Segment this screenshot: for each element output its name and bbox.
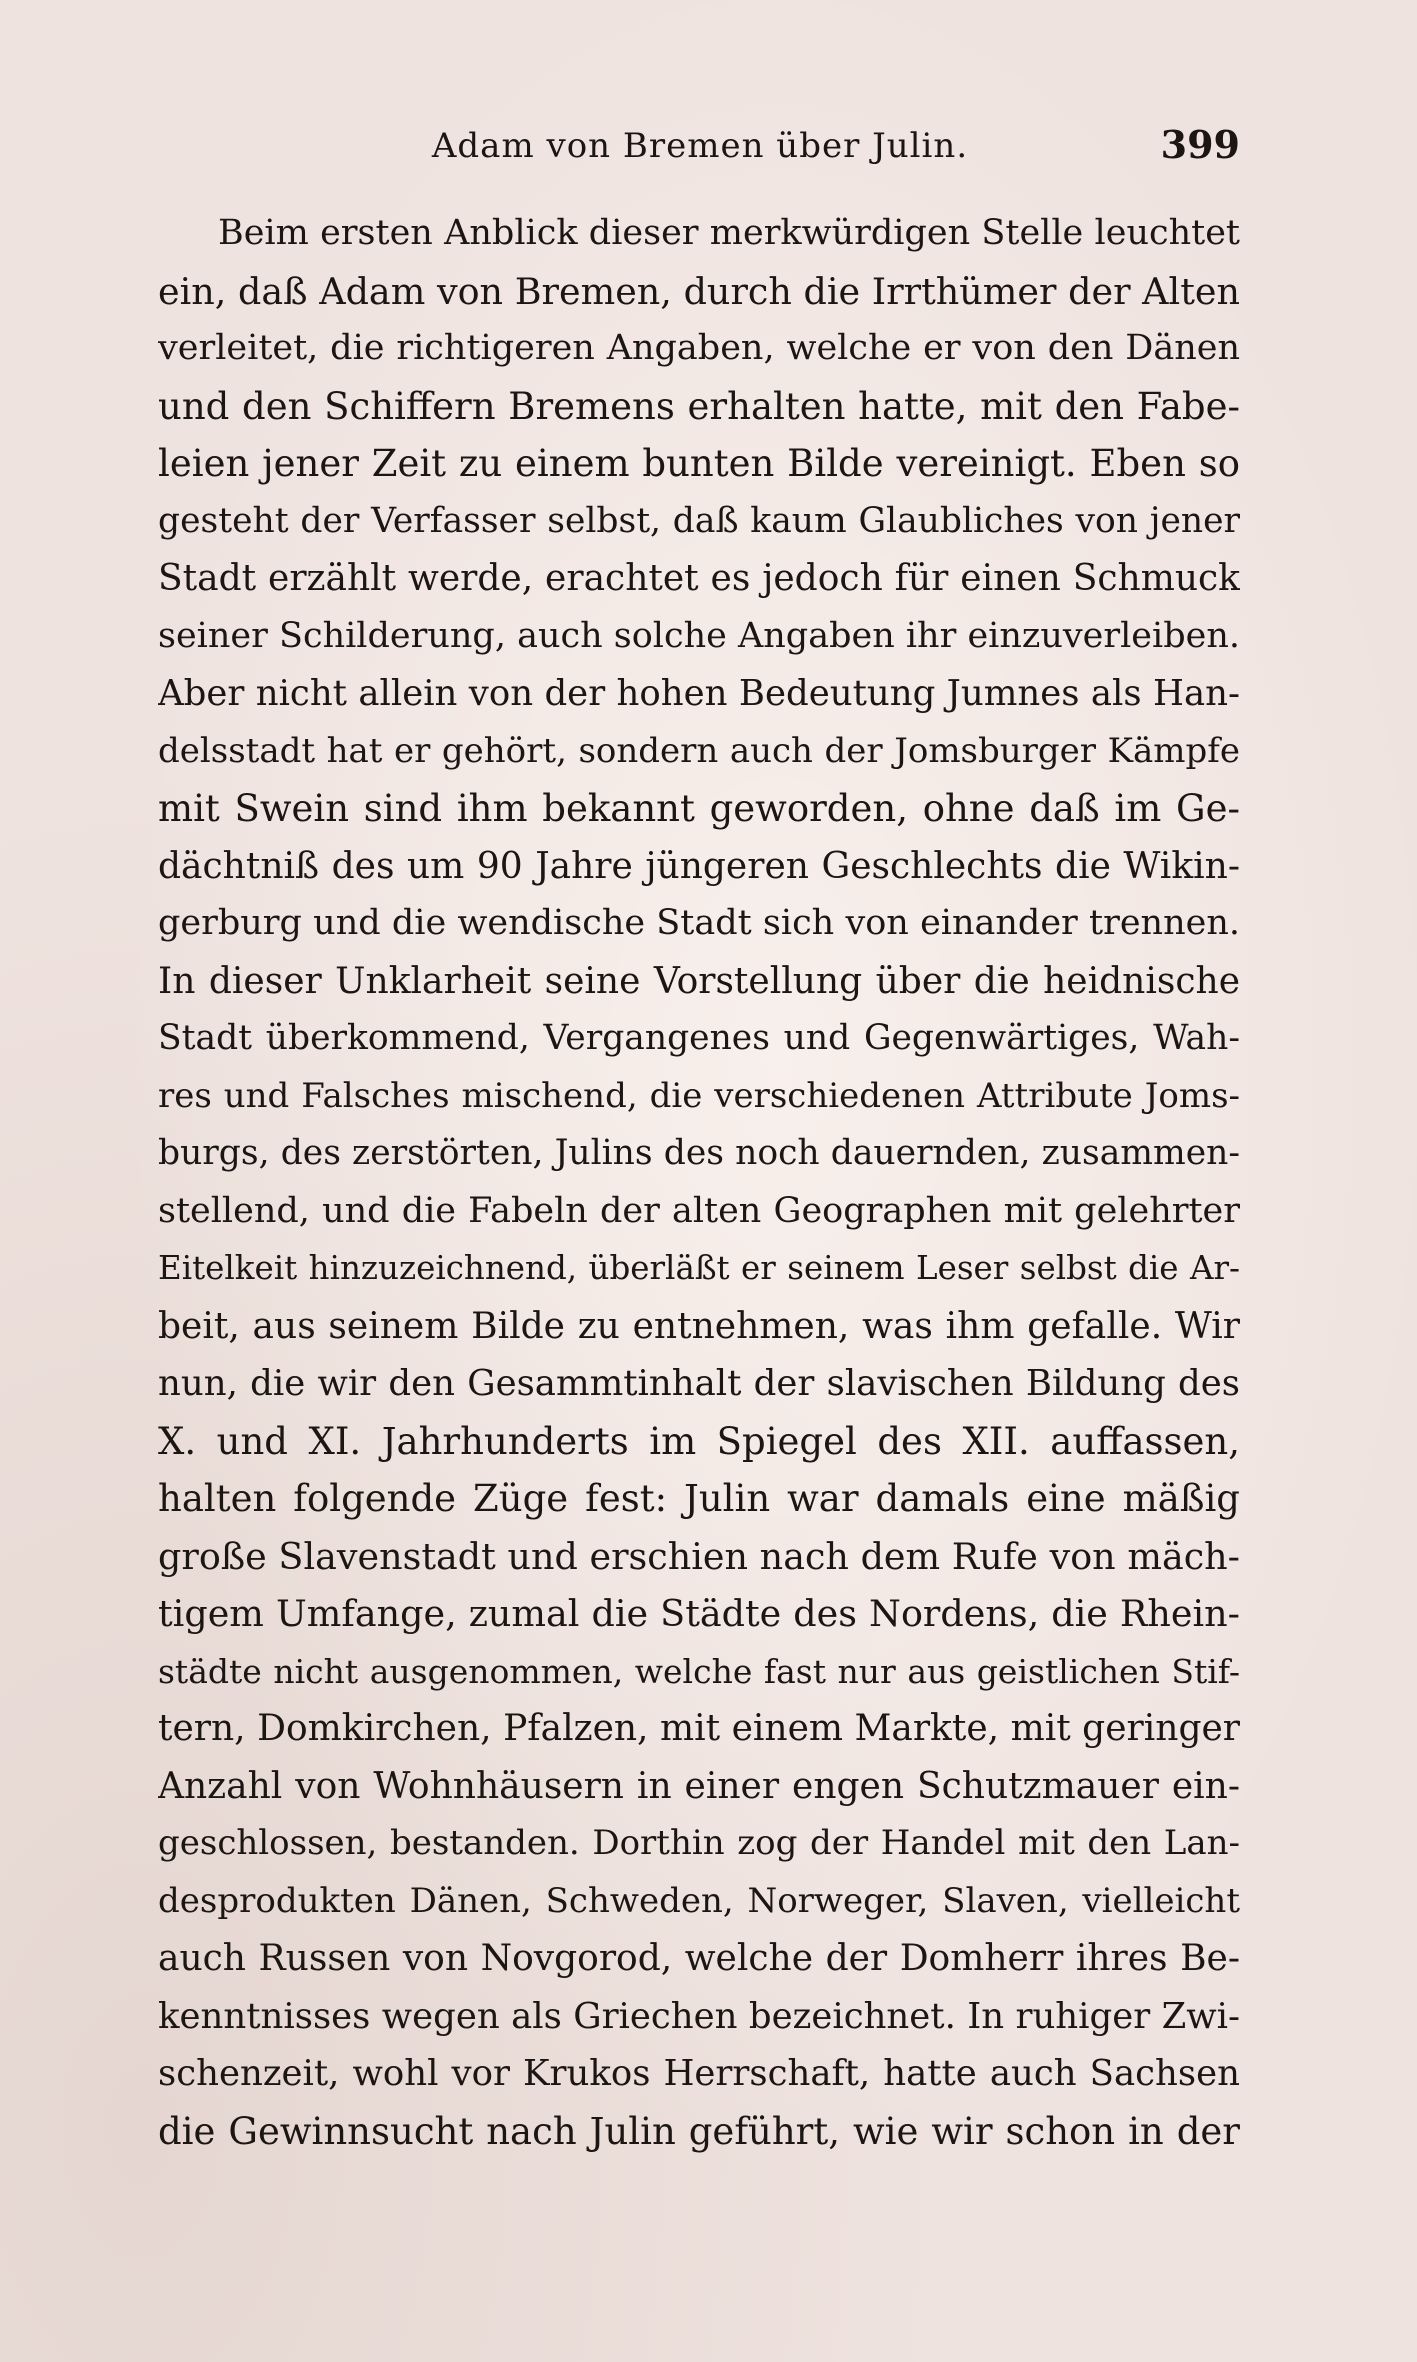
text-line: desprodukten Dänen, Schweden, Norweger, Slaven, vielleicht — [158, 1880, 1240, 1921]
text-line: leien jener Zeit zu einem bunten Bilde vereinigt. Eben so — [158, 442, 1240, 485]
text-line: nun, die wir den Gesammtinhalt der slavischen Bildung des — [158, 1363, 1240, 1404]
text-line: Stadt erzählt werde, erachtet es jedoch für einen Schmuck — [158, 558, 1240, 599]
text-line: dächtniß des um 90 Jahre jüngeren Geschlechts die Wikin- — [158, 845, 1240, 887]
text-line: städte nicht ausgenommen, welche fast nur aus geistlichen Stif- — [158, 1651, 1240, 1691]
text-line: die Gewinnsucht nach Julin geführt, wie wir schon in der — [158, 2109, 1240, 2153]
text-line: tigem Umfange, zumal die Städte des Nordens, die Rhein- — [158, 1592, 1240, 1635]
text-line: burgs, des zerstörten, Julins des noch dauernden, zusammen- — [158, 1133, 1240, 1173]
text-line: res und Falsches mischend, die verschiedenen Attribute Joms- — [158, 1075, 1240, 1116]
text-line: Beim ersten Anblick dieser merkwürdigen Stelle leuchtet — [218, 213, 1240, 253]
text-line: und den Schiffern Bremens erhalten hatte, mit den Fabe- — [158, 384, 1240, 428]
text-line: tern, Domkirchen, Pfalzen, mit einem Markte, mit geringer — [158, 1708, 1240, 1749]
text-line: Stadt überkommend, Vergangenes und Gegenwärtiges, Wah- — [158, 1018, 1240, 1058]
text-line: mit Swein sind ihm bekannt geworden, ohne daß im Ge- — [158, 787, 1240, 830]
text-line: Aber nicht allein von der hohen Bedeutung Jumnes als Han- — [158, 673, 1240, 714]
text-line: geschlossen, bestanden. Dorthin zog der Handel mit den Lan- — [158, 1823, 1240, 1863]
text-line: stellend, und die Fabeln der alten Geographen mit gelehrter — [158, 1190, 1240, 1231]
text-line: gerburg und die wendische Stadt sich von einander trennen. — [158, 903, 1240, 943]
text-line: X. und XI. Jahrhunderts im Spiegel des XII. auffassen, — [158, 1419, 1240, 1463]
running-head — [160, 118, 1240, 178]
text-line: große Slavenstadt und erschien nach dem Rufe von mäch- — [158, 1534, 1240, 1578]
running-title: Adam von Bremen über Julin. — [431, 126, 969, 166]
text-line: Eitelkeit hinzuzeichnend, überläßt er seinem Leser selbst die Ar- — [158, 1249, 1240, 1287]
text-line: verleitet, die richtigeren Angaben, welche er von den Dänen — [158, 328, 1240, 368]
text-line: delsstadt hat er gehört, sondern auch der Jomsburger Kämpfe — [158, 730, 1240, 771]
text-line: seiner Schilderung, auch solche Angaben ihr einzuverleiben. — [158, 615, 1240, 656]
text-line: In dieser Unklarheit seine Vorstellung über die heidnische — [158, 960, 1240, 1002]
text-line: halten folgende Züge fest: Julin war damals eine mäßig — [158, 1477, 1240, 1520]
text-line: beit, aus seinem Bilde zu entnehmen, was ihm gefalle. Wir — [158, 1305, 1240, 1347]
text-line: auch Russen von Novgorod, welche der Domherr ihres Be- — [158, 1938, 1240, 1979]
page-number: 399 — [1160, 122, 1240, 167]
text-line: kenntnisses wegen als Griechen bezeichnet. In ruhiger Zwi- — [158, 1995, 1240, 2037]
text-line: schenzeit, wohl vor Krukos Herrschaft, hatte auch Sachsen — [158, 2053, 1240, 2094]
body-text — [158, 205, 1240, 2160]
text-line: gesteht der Verfasser selbst, daß kaum Glaubliches von jener — [158, 500, 1240, 541]
text-line: ein, daß Adam von Bremen, durch die Irrthümer der Alten — [158, 269, 1240, 313]
text-line: Anzahl von Wohnhäusern in einer engen Schutzmauer ein- — [158, 1765, 1240, 1807]
